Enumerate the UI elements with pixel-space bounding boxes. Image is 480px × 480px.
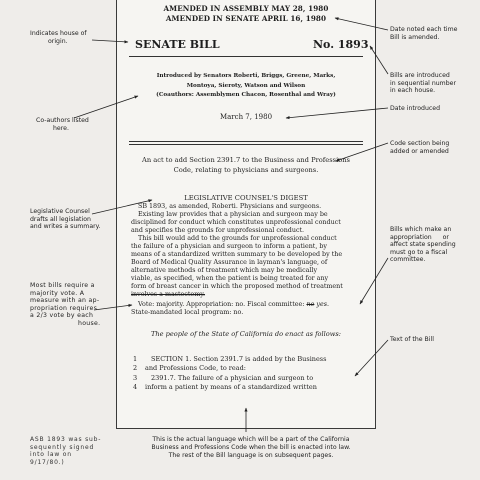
annotation-line: Most bills require a [30, 282, 95, 289]
annotation-line: ASB 1893 was sub- [30, 436, 102, 443]
line-number: 1 [133, 355, 138, 363]
annotation-line: here. [53, 124, 69, 132]
line-number: 3 [133, 374, 138, 382]
annotation-house-origin [30, 30, 87, 45]
annotation-line: propriation requires [30, 304, 98, 312]
section-line: SECTION 1. Section 2391.7 is added by the Business [151, 355, 327, 363]
annotation-line: drafts all legislation [30, 215, 91, 223]
section-line: and Professions Code, to read: [145, 364, 246, 372]
digest-line: disciplined for conduct which constitutes unprofessional conduct [131, 219, 341, 226]
annotation-line: in each house. [390, 87, 436, 95]
annotation-numbered [390, 72, 456, 95]
annotation-signed [30, 436, 101, 466]
annotation-counsel [30, 208, 100, 231]
introduced-line: (Coauthors: Assemblymen Chacon, Rosenthal and Wray) [156, 92, 336, 98]
annotation-line: The rest of the Bill language is on subsequent pages. [168, 452, 334, 459]
annotation-line: Business and Professions Code when the bill is enacted into law. [151, 444, 351, 451]
introduced-date: March 7, 1980 [219, 113, 273, 121]
double-rule-top [129, 141, 363, 142]
act-line: An act to add Section 2391.7 to the Business and Professions [141, 156, 350, 164]
annotation-code-section [390, 140, 449, 155]
bill-number: No. 1893 [313, 38, 369, 51]
annotation-line: added or amended [390, 147, 449, 155]
digest-line: means of a standardized written summary to be developed by the [131, 251, 343, 258]
annotation-line: Bills are introduced [390, 72, 450, 79]
annotation-line: Co-authors listed [36, 117, 89, 124]
annotation-line: measure with an ap- [30, 297, 100, 305]
vote-text: Vote: majority. Appropriation: no. Fiscal committee: [138, 301, 305, 308]
annotation-line: origin. [48, 37, 68, 45]
digest-line: SB 1893, as amended, Roberti. Physicians and surgeons. [138, 203, 322, 210]
annotation-line: 9/17/80.) [30, 458, 65, 466]
annotation-line: and writes a summary. [30, 223, 101, 231]
annotation-line: affect state spending [390, 241, 456, 249]
introduced-by [126, 72, 366, 101]
house-of-origin: SENATE BILL [135, 38, 220, 51]
annotation-line: Bill is amended. [390, 33, 440, 41]
annotation-line: must go to a fiscal [390, 248, 448, 256]
digest-line: form of breast cancer in which the proposed method of treatment [131, 283, 343, 290]
annotation-coauthors [36, 117, 89, 132]
amended-senate-line: AMENDED IN SENATE APRIL 16, 1980 [165, 14, 327, 23]
annotation-line: Legislative Counsel [30, 208, 90, 215]
annotation-fiscal [390, 226, 456, 264]
annotation-actual-language [126, 436, 376, 460]
annotation-line: Date noted each time [390, 26, 458, 33]
annotation-line: in sequential number [390, 79, 456, 87]
digest-line: the failure of a physician and surgeon to inform a patient, by [131, 243, 328, 250]
digest-line: and specifies the grounds for unprofessional conduct. [131, 227, 305, 234]
double-rule-bottom [129, 144, 363, 145]
digest-line: Existing law provides that a physician and surgeon may be [138, 211, 328, 218]
section-line: 2391.7. The failure of a physician and surgeon to [151, 374, 314, 382]
annotation-line: Bills which make an [390, 226, 452, 233]
bill-page [116, 0, 376, 429]
annotation-line: This is the actual language which will be a part of the California [152, 436, 350, 443]
annotation-line: into law on [30, 451, 72, 459]
annotation-majority [30, 282, 100, 328]
annotation-line: sequently signed [30, 443, 95, 451]
digest-line-struck: involves a mastectomy. [131, 291, 206, 298]
vote-end: yes. [316, 301, 330, 308]
digest-line: This bill would add to the grounds for unprofessional conduct [138, 235, 337, 242]
annotation-line: Code section being [390, 140, 450, 147]
title-rule [129, 56, 363, 57]
act-line: Code, relating to physicians and surgeons. [173, 165, 319, 174]
digest-heading: LEGISLATIVE COUNSEL'S DIGEST [184, 194, 308, 202]
annotation-line: committee. [390, 256, 426, 264]
annotation-text-of-bill [390, 336, 434, 344]
annotation-line: a 2/3 vote by each [30, 312, 94, 320]
annotation-line: Text of the Bill [390, 336, 434, 343]
annotation-line: majority vote. A [30, 289, 85, 297]
act-description [126, 156, 366, 175]
annotation-line: house. [78, 319, 101, 327]
annotation-line: Indicates house of [30, 30, 87, 37]
introduced-line: Montoya, Sieroty, Watson and Wilson [186, 82, 306, 89]
amended-assembly-line: AMENDED IN ASSEMBLY MAY 28, 1980 [163, 4, 329, 13]
state-mandated-line: State-mandated local program: no. [131, 309, 244, 316]
digest-line: alternative methods of treatment which may be medically [131, 267, 318, 274]
line-number: 4 [133, 383, 138, 391]
vote-line [138, 301, 329, 309]
introduced-line: Introduced by Senators Roberti, Briggs, Greene, Marks, [156, 73, 336, 79]
annotation-line: Date introduced [390, 105, 441, 112]
section-line: inform a patient by means of a standardized written [145, 383, 317, 391]
enacting-clause: The people of the State of California do enact as follows: [151, 330, 341, 338]
line-number: 2 [133, 364, 138, 372]
annotation-date-introduced [390, 105, 440, 113]
digest-line: viable, as specified, when the patient is being treated for any [131, 275, 329, 282]
annotation-line: appropriation or [390, 233, 449, 241]
annotation-date-amended [390, 26, 457, 41]
digest-line: Board of Medical Quality Assurance in layman's language, of [131, 259, 328, 266]
vote-struck: no [306, 301, 315, 308]
